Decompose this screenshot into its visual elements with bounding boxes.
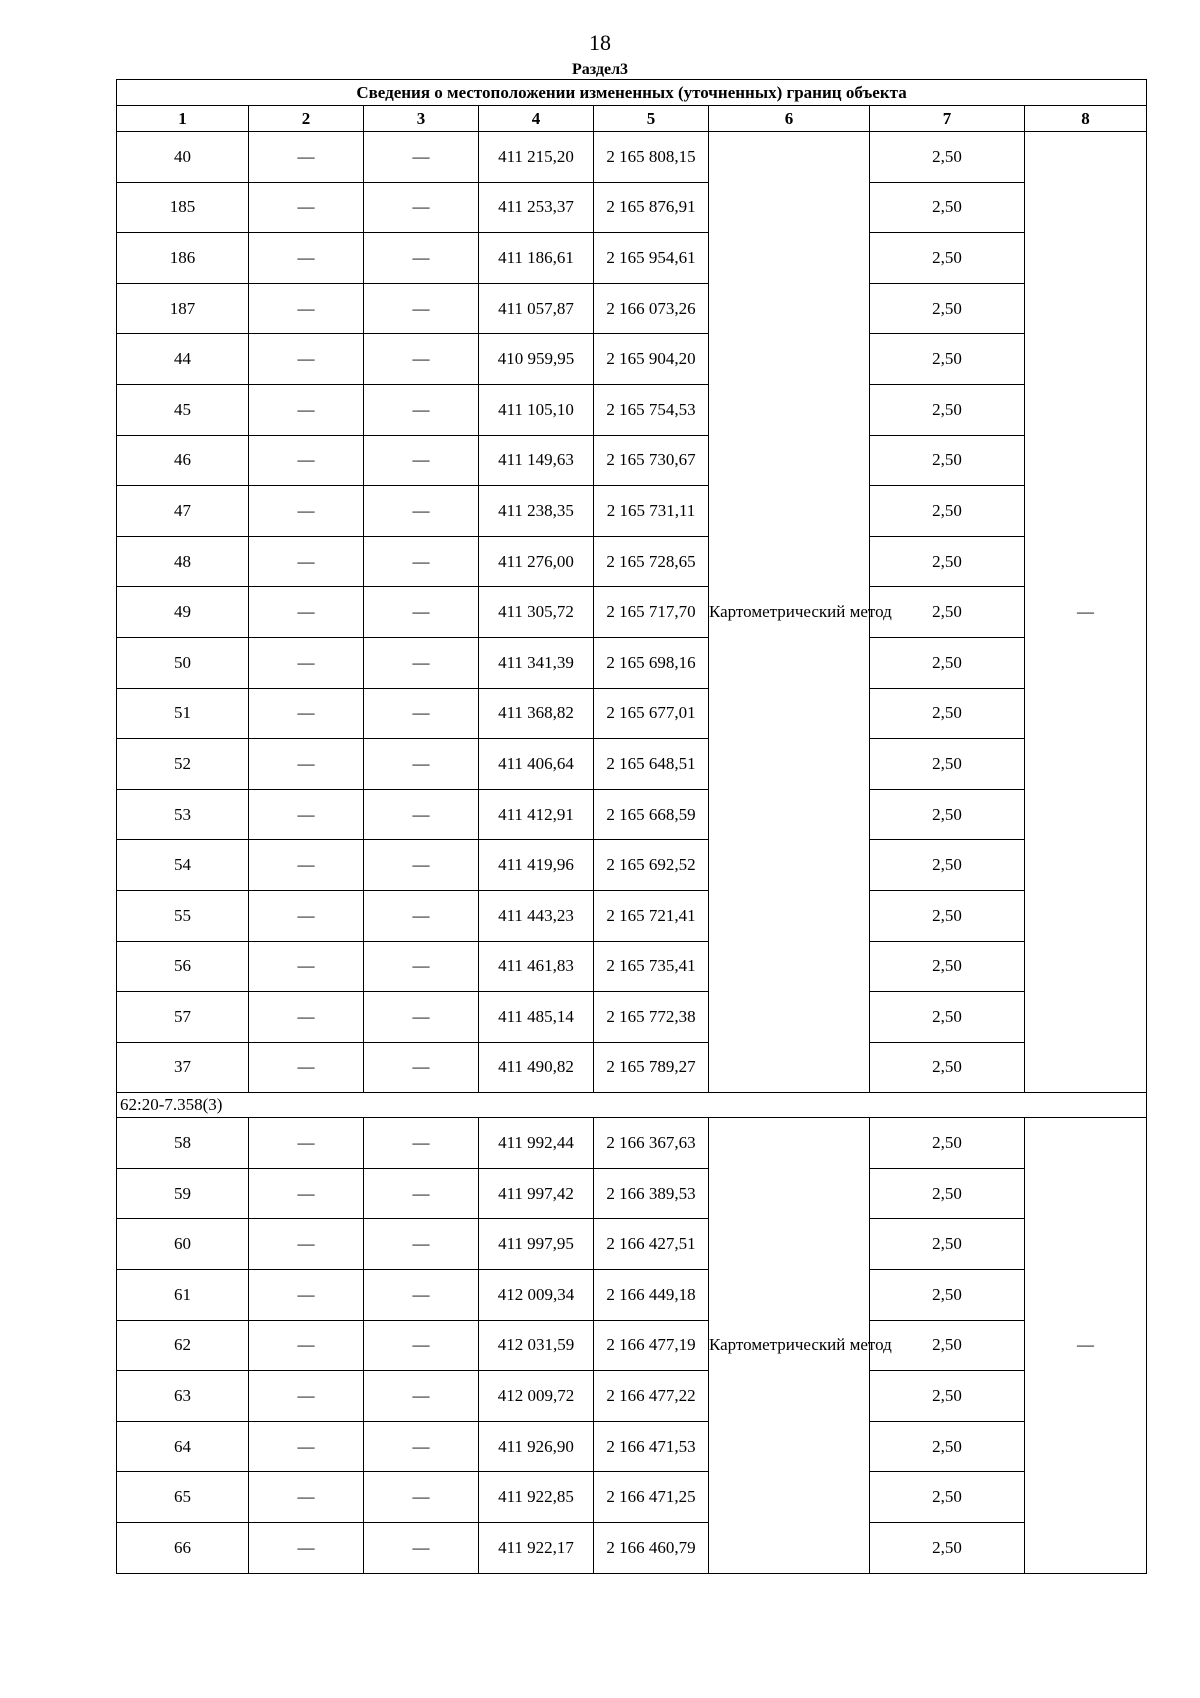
point-number-cell: 63	[117, 1371, 249, 1422]
col3-cell: —	[364, 486, 479, 537]
x-coordinate-cell: 411 926,90	[479, 1421, 594, 1472]
x-coordinate-cell: 411 997,42	[479, 1168, 594, 1219]
point-number-cell: 61	[117, 1270, 249, 1321]
table-row	[117, 1523, 1147, 1574]
point-number-cell: 55	[117, 890, 249, 941]
col3-cell: —	[364, 283, 479, 334]
point-number-cell: 40	[117, 132, 249, 183]
table-row	[117, 789, 1147, 840]
table-row	[117, 1168, 1147, 1219]
x-coordinate-cell: 411 215,20	[479, 132, 594, 183]
col3-cell: —	[364, 384, 479, 435]
y-coordinate-cell: 2 165 876,91	[594, 182, 709, 233]
y-coordinate-cell: 2 165 754,53	[594, 384, 709, 435]
col3-cell: —	[364, 688, 479, 739]
x-coordinate-cell: 411 368,82	[479, 688, 594, 739]
col3-cell: —	[364, 739, 479, 790]
column-number: 7	[870, 106, 1025, 132]
col3-cell: —	[364, 435, 479, 486]
point-number-cell: 64	[117, 1421, 249, 1472]
col3-cell: —	[364, 1042, 479, 1093]
point-number-cell: 37	[117, 1042, 249, 1093]
col2-cell: —	[249, 132, 364, 183]
col3-cell: —	[364, 1118, 479, 1169]
column-number: 3	[364, 106, 479, 132]
accuracy-cell: 2,50	[870, 992, 1025, 1043]
accuracy-cell: 2,50	[870, 334, 1025, 385]
point-number-cell: 47	[117, 486, 249, 537]
table-row	[117, 1042, 1147, 1093]
table-row	[117, 283, 1147, 334]
table-row	[117, 233, 1147, 284]
y-coordinate-cell: 2 166 460,79	[594, 1523, 709, 1574]
col2-cell: —	[249, 1523, 364, 1574]
table-body	[117, 132, 1147, 1574]
x-coordinate-cell: 412 009,72	[479, 1371, 594, 1422]
col2-cell: —	[249, 587, 364, 638]
col2-cell: —	[249, 1168, 364, 1219]
point-number-cell: 185	[117, 182, 249, 233]
col3-cell: —	[364, 182, 479, 233]
col2-cell: —	[249, 1371, 364, 1422]
col2-cell: —	[249, 1042, 364, 1093]
col2-cell: —	[249, 840, 364, 891]
col3-cell: —	[364, 587, 479, 638]
x-coordinate-cell: 411 485,14	[479, 992, 594, 1043]
col2-cell: —	[249, 233, 364, 284]
col2-cell: —	[249, 486, 364, 537]
table-row	[117, 1421, 1147, 1472]
x-coordinate-cell: 411 276,00	[479, 536, 594, 587]
col3-cell: —	[364, 1168, 479, 1219]
y-coordinate-cell: 2 166 389,53	[594, 1168, 709, 1219]
col2-cell: —	[249, 435, 364, 486]
y-coordinate-cell: 2 165 668,59	[594, 789, 709, 840]
x-coordinate-cell: 411 922,85	[479, 1472, 594, 1523]
accuracy-cell: 2,50	[870, 1421, 1025, 1472]
x-coordinate-cell: 411 186,61	[479, 233, 594, 284]
col3-cell: —	[364, 536, 479, 587]
col2-cell: —	[249, 536, 364, 587]
column-number: 1	[117, 106, 249, 132]
group-label-row	[117, 1093, 1147, 1118]
table-row	[117, 1472, 1147, 1523]
col3-cell: —	[364, 1421, 479, 1472]
y-coordinate-cell: 2 166 471,53	[594, 1421, 709, 1472]
point-number-cell: 49	[117, 587, 249, 638]
col2-cell: —	[249, 890, 364, 941]
col3-cell: —	[364, 1320, 479, 1371]
method-cell: Картометрический метод	[709, 132, 870, 1093]
x-coordinate-cell: 411 305,72	[479, 587, 594, 638]
point-number-cell: 65	[117, 1472, 249, 1523]
section-title: Раздел3	[571, 61, 629, 78]
y-coordinate-cell: 2 165 730,67	[594, 435, 709, 486]
accuracy-cell: 2,50	[870, 789, 1025, 840]
y-coordinate-cell: 2 165 717,70	[594, 587, 709, 638]
table-row	[117, 1118, 1147, 1169]
x-coordinate-cell: 412 009,34	[479, 1270, 594, 1321]
y-coordinate-cell: 2 165 789,27	[594, 1042, 709, 1093]
col3-cell: —	[364, 1219, 479, 1270]
column-number-row	[117, 106, 1147, 132]
y-coordinate-cell: 2 166 477,22	[594, 1371, 709, 1422]
col2-cell: —	[249, 739, 364, 790]
y-coordinate-cell: 2 166 427,51	[594, 1219, 709, 1270]
point-number-cell: 59	[117, 1168, 249, 1219]
col8-cell: —	[1025, 1118, 1147, 1573]
x-coordinate-cell: 411 341,39	[479, 637, 594, 688]
col2-cell: —	[249, 334, 364, 385]
x-coordinate-cell: 411 443,23	[479, 890, 594, 941]
accuracy-cell: 2,50	[870, 1042, 1025, 1093]
x-coordinate-cell: 411 149,63	[479, 435, 594, 486]
point-number-cell: 51	[117, 688, 249, 739]
boundary-coordinates-table	[116, 79, 1147, 1574]
x-coordinate-cell: 411 419,96	[479, 840, 594, 891]
x-coordinate-cell: 411 997,95	[479, 1219, 594, 1270]
accuracy-cell: 2,50	[870, 233, 1025, 284]
col3-cell: —	[364, 1270, 479, 1321]
accuracy-cell: 2,50	[870, 739, 1025, 790]
point-number-cell: 66	[117, 1523, 249, 1574]
col2-cell: —	[249, 1421, 364, 1472]
accuracy-cell: 2,50	[870, 1371, 1025, 1422]
col3-cell: —	[364, 334, 479, 385]
accuracy-cell: 2,50	[870, 1118, 1025, 1169]
col3-cell: —	[364, 637, 479, 688]
table-row	[117, 739, 1147, 790]
col3-cell: —	[364, 840, 479, 891]
table-row	[117, 536, 1147, 587]
table-row	[117, 334, 1147, 385]
accuracy-cell: 2,50	[870, 1270, 1025, 1321]
table-row	[117, 182, 1147, 233]
column-number: 4	[479, 106, 594, 132]
col3-cell: —	[364, 1371, 479, 1422]
y-coordinate-cell: 2 166 471,25	[594, 1472, 709, 1523]
table-row	[117, 486, 1147, 537]
x-coordinate-cell: 411 490,82	[479, 1042, 594, 1093]
x-coordinate-cell: 411 922,17	[479, 1523, 594, 1574]
point-number-cell: 44	[117, 334, 249, 385]
column-number: 5	[594, 106, 709, 132]
accuracy-cell: 2,50	[870, 435, 1025, 486]
col2-cell: —	[249, 789, 364, 840]
accuracy-cell: 2,50	[870, 536, 1025, 587]
y-coordinate-cell: 2 166 073,26	[594, 283, 709, 334]
accuracy-cell: 2,50	[870, 132, 1025, 183]
col3-cell: —	[364, 941, 479, 992]
point-number-cell: 45	[117, 384, 249, 435]
accuracy-cell: 2,50	[870, 283, 1025, 334]
col3-cell: —	[364, 233, 479, 284]
table-row	[117, 1270, 1147, 1321]
y-coordinate-cell: 2 165 728,65	[594, 536, 709, 587]
x-coordinate-cell: 411 461,83	[479, 941, 594, 992]
y-coordinate-cell: 2 165 904,20	[594, 334, 709, 385]
accuracy-cell: 2,50	[870, 587, 1025, 638]
table-row	[117, 1219, 1147, 1270]
col2-cell: —	[249, 941, 364, 992]
col2-cell: —	[249, 1320, 364, 1371]
col3-cell: —	[364, 789, 479, 840]
col2-cell: —	[249, 283, 364, 334]
accuracy-cell: 2,50	[870, 1472, 1025, 1523]
table-row	[117, 384, 1147, 435]
accuracy-cell: 2,50	[870, 890, 1025, 941]
table-row	[117, 1320, 1147, 1371]
y-coordinate-cell: 2 165 772,38	[594, 992, 709, 1043]
col2-cell: —	[249, 1270, 364, 1321]
accuracy-cell: 2,50	[870, 1219, 1025, 1270]
y-coordinate-cell: 2 165 808,15	[594, 132, 709, 183]
col2-cell: —	[249, 384, 364, 435]
y-coordinate-cell: 2 166 449,18	[594, 1270, 709, 1321]
col2-cell: —	[249, 992, 364, 1043]
x-coordinate-cell: 411 057,87	[479, 283, 594, 334]
table-row	[117, 992, 1147, 1043]
point-number-cell: 58	[117, 1118, 249, 1169]
point-number-cell: 46	[117, 435, 249, 486]
col2-cell: —	[249, 1219, 364, 1270]
accuracy-cell: 2,50	[870, 840, 1025, 891]
table-row	[117, 688, 1147, 739]
accuracy-cell: 2,50	[870, 1523, 1025, 1574]
point-number-cell: 52	[117, 739, 249, 790]
table-row	[117, 435, 1147, 486]
col8-cell: —	[1025, 132, 1147, 1093]
point-number-cell: 57	[117, 992, 249, 1043]
accuracy-cell: 2,50	[870, 941, 1025, 992]
table-row	[117, 890, 1147, 941]
point-number-cell: 186	[117, 233, 249, 284]
col2-cell: —	[249, 1118, 364, 1169]
table-row	[117, 840, 1147, 891]
col2-cell: —	[249, 637, 364, 688]
y-coordinate-cell: 2 165 721,41	[594, 890, 709, 941]
point-number-cell: 54	[117, 840, 249, 891]
point-number-cell: 50	[117, 637, 249, 688]
point-number-cell: 62	[117, 1320, 249, 1371]
col2-cell: —	[249, 1472, 364, 1523]
table-row	[117, 132, 1147, 183]
x-coordinate-cell: 411 412,91	[479, 789, 594, 840]
col2-cell: —	[249, 688, 364, 739]
y-coordinate-cell: 2 166 477,19	[594, 1320, 709, 1371]
page-number: 18	[589, 30, 611, 55]
y-coordinate-cell: 2 165 648,51	[594, 739, 709, 790]
column-number: 6	[709, 106, 870, 132]
y-coordinate-cell: 2 165 731,11	[594, 486, 709, 537]
x-coordinate-cell: 410 959,95	[479, 334, 594, 385]
column-number: 8	[1025, 106, 1147, 132]
table-row	[117, 587, 1147, 638]
point-number-cell: 56	[117, 941, 249, 992]
table-caption: Сведения о местоположении измененных (уточненных) границ объекта	[117, 80, 1147, 106]
y-coordinate-cell: 2 165 698,16	[594, 637, 709, 688]
point-number-cell: 60	[117, 1219, 249, 1270]
accuracy-cell: 2,50	[870, 637, 1025, 688]
col3-cell: —	[364, 1472, 479, 1523]
table-row	[117, 637, 1147, 688]
group-label: 62:20-7.358(3)	[117, 1093, 1147, 1118]
accuracy-cell: 2,50	[870, 1320, 1025, 1371]
column-number: 2	[249, 106, 364, 132]
table-row	[117, 1371, 1147, 1422]
table-row	[117, 941, 1147, 992]
y-coordinate-cell: 2 166 367,63	[594, 1118, 709, 1169]
accuracy-cell: 2,50	[870, 384, 1025, 435]
point-number-cell: 187	[117, 283, 249, 334]
col3-cell: —	[364, 992, 479, 1043]
y-coordinate-cell: 2 165 692,52	[594, 840, 709, 891]
x-coordinate-cell: 411 238,35	[479, 486, 594, 537]
col2-cell: —	[249, 182, 364, 233]
x-coordinate-cell: 411 105,10	[479, 384, 594, 435]
y-coordinate-cell: 2 165 677,01	[594, 688, 709, 739]
accuracy-cell: 2,50	[870, 182, 1025, 233]
accuracy-cell: 2,50	[870, 486, 1025, 537]
point-number-cell: 53	[117, 789, 249, 840]
x-coordinate-cell: 411 406,64	[479, 739, 594, 790]
accuracy-cell: 2,50	[870, 1168, 1025, 1219]
col3-cell: —	[364, 890, 479, 941]
x-coordinate-cell: 411 253,37	[479, 182, 594, 233]
col3-cell: —	[364, 1523, 479, 1574]
x-coordinate-cell: 412 031,59	[479, 1320, 594, 1371]
method-cell: Картометрический метод	[709, 1118, 870, 1573]
col3-cell: —	[364, 132, 479, 183]
y-coordinate-cell: 2 165 735,41	[594, 941, 709, 992]
accuracy-cell: 2,50	[870, 688, 1025, 739]
point-number-cell: 48	[117, 536, 249, 587]
y-coordinate-cell: 2 165 954,61	[594, 233, 709, 284]
x-coordinate-cell: 411 992,44	[479, 1118, 594, 1169]
